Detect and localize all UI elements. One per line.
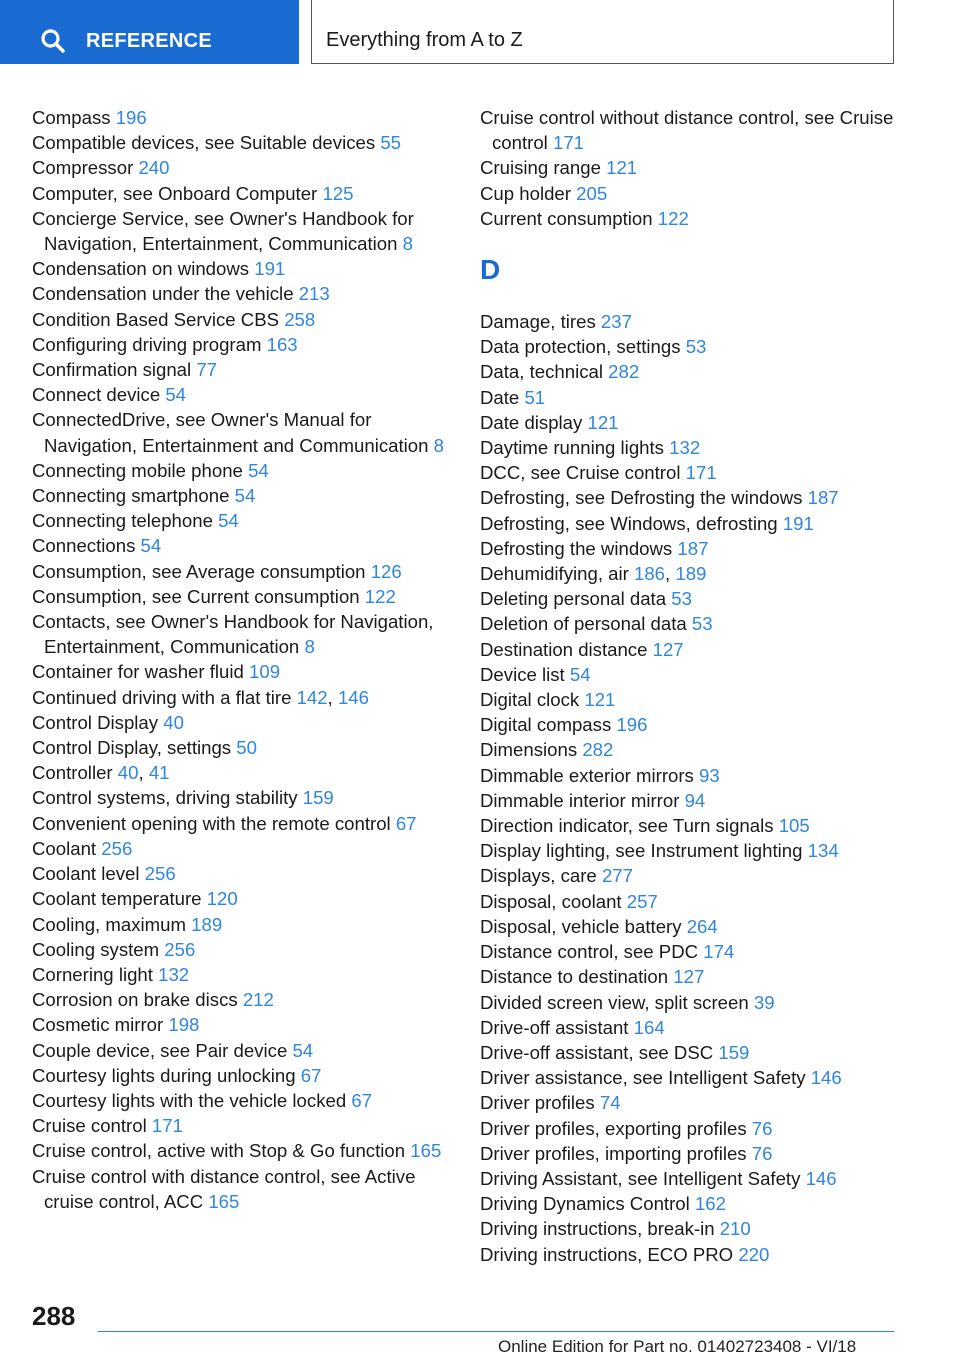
index-entry	[480, 1216, 920, 1241]
index-entry-term: Corrosion on brake discs	[32, 989, 238, 1011]
index-entry-term: Digital compass	[480, 714, 612, 736]
index-entry	[480, 838, 920, 863]
index-entry	[480, 359, 920, 384]
index-entry	[480, 863, 920, 888]
page-title: Everything from A to Z	[326, 29, 523, 51]
page-link[interactable]: 127	[652, 638, 684, 660]
index-entry-term: Device list	[480, 663, 565, 685]
page-link[interactable]: 122	[657, 207, 689, 229]
index-entry	[32, 458, 452, 483]
index-entry-term: Defrosting, see Defrosting the windows	[480, 487, 803, 509]
index-entry-term: Direction indicator, see Turn signals	[480, 815, 774, 837]
index-entry	[32, 811, 452, 836]
index-entry-term: Couple device, see Pair device	[32, 1039, 288, 1061]
index-entry-term: Disposal, vehicle battery	[480, 915, 682, 937]
index-entry	[480, 1090, 920, 1115]
page-link[interactable]: 277	[601, 865, 633, 887]
index-entry-term: Container for washer fluid	[32, 661, 244, 683]
page-link[interactable]: 256	[164, 938, 196, 960]
page-link[interactable]: 67	[351, 1089, 373, 1111]
index-entry	[32, 155, 452, 180]
page-link[interactable]: 120	[206, 888, 238, 910]
page-link[interactable]: 121	[606, 157, 638, 179]
page-link[interactable]: 171	[552, 132, 585, 154]
index-entry	[32, 483, 452, 508]
index-entry	[32, 206, 452, 256]
index-entry-term: Divided screen view, split screen	[480, 991, 749, 1013]
page-link[interactable]: 163	[266, 333, 298, 355]
page-link[interactable]: 67	[395, 812, 417, 834]
index-entry	[480, 511, 920, 536]
index-entry-term: Driver profiles, exporting profiles	[480, 1117, 747, 1139]
index-entry-term: Driving Assistant, see Intelligent Safety	[480, 1167, 801, 1189]
index-entry	[32, 937, 452, 962]
index-entry	[32, 181, 452, 206]
index-entry-term: Compass	[32, 107, 111, 128]
page-link[interactable]: 191	[254, 258, 286, 280]
index-entry	[32, 281, 452, 306]
index-entry-term: Cooling system	[32, 938, 160, 960]
index-entry-term: Contacts, see Owner's Handbook for Navigation, Entertainment, Communication	[32, 611, 434, 658]
index-entry-term: Dehumidifying, air	[480, 563, 629, 585]
index-entry	[480, 105, 920, 155]
page-link[interactable]: 159	[718, 1041, 750, 1063]
index-group-d	[480, 309, 920, 1267]
index-entry-term: Driving instructions, ECO PRO	[480, 1243, 734, 1265]
index-entry-term: Connecting telephone	[32, 510, 213, 532]
page-link[interactable]: 54	[569, 663, 591, 685]
page-link[interactable]: 191	[782, 512, 814, 534]
index-entry-term: Condensation under the vehicle	[32, 283, 294, 305]
page-link[interactable]: 55	[380, 132, 401, 154]
index-entry-term: Damage, tires	[480, 311, 596, 333]
index-entry-term: Driving Dynamics Control	[480, 1193, 690, 1215]
page-link[interactable]: 93	[699, 764, 720, 786]
index-entry	[480, 181, 920, 206]
page-link[interactable]: 40	[117, 762, 139, 784]
page-link[interactable]: 76	[751, 1142, 773, 1164]
index-entry-term: Deletion of personal data	[480, 613, 687, 635]
index-entry	[480, 611, 920, 636]
index-entry	[480, 485, 920, 510]
index-column-right	[480, 105, 920, 1267]
index-entry	[480, 1015, 920, 1040]
page-link[interactable]: 164	[633, 1016, 665, 1038]
page-link[interactable]: 77	[196, 359, 218, 381]
index-entry-term: Date	[480, 386, 520, 408]
index-entry-term: Compatible devices, see Suitable devices	[32, 132, 376, 154]
search-icon	[40, 28, 66, 54]
page-link[interactable]: 8	[304, 636, 315, 658]
page-link[interactable]: 189	[675, 563, 707, 585]
page-link[interactable]: 171	[151, 1115, 183, 1137]
index-entry-term: Cruise control without distance control, see Cruise control	[480, 107, 894, 154]
section-letter: D	[480, 254, 501, 286]
index-entry-term: Concierge Service, see Owner's Handbook for Navigation, Entertainment, Communication	[32, 207, 414, 255]
index-entry	[32, 710, 452, 735]
index-entry-term: ConnectedDrive, see Owner's Manual for Navigation, Entertainment and Communication	[32, 409, 429, 456]
index-entry-term: Connect device	[32, 384, 161, 406]
page-link[interactable]: 165	[208, 1190, 240, 1212]
index-entry	[480, 334, 920, 359]
index-entry	[480, 1065, 920, 1090]
index-entry-term: Courtesy lights with the vehicle locked	[32, 1089, 347, 1111]
page-link[interactable]: 198	[168, 1014, 200, 1036]
index-entry-term: Daytime running lights	[480, 437, 664, 459]
page-link[interactable]: 39	[753, 991, 775, 1013]
page-link[interactable]: 8	[402, 233, 413, 255]
index-entry	[480, 385, 920, 410]
index-entry-term: Continued driving with a flat tire	[32, 686, 292, 708]
index-entry-term: Convenient opening with the remote control	[32, 812, 391, 834]
footer-divider	[98, 1331, 894, 1332]
page-link[interactable]: 146	[337, 686, 369, 708]
index-entry	[480, 889, 920, 914]
index-entry-term: Data, technical	[480, 361, 603, 383]
index-entry	[32, 382, 452, 407]
index-entry-term: Compressor	[32, 157, 134, 179]
page-link[interactable]: 53	[691, 613, 713, 635]
page-link[interactable]: 256	[101, 837, 133, 859]
page-link[interactable]: 53	[685, 336, 707, 358]
index-entry-term: Cosmetic mirror	[32, 1014, 164, 1036]
index-entry-term: Distance to destination	[480, 966, 669, 988]
index-entry	[480, 990, 920, 1015]
index-entry-term: Drive-off assistant, see DSC	[480, 1041, 714, 1063]
index-entry	[480, 662, 920, 687]
index-entry	[32, 1038, 452, 1063]
index-entry	[32, 357, 452, 382]
index-entry	[480, 435, 920, 460]
index-entry-term: Cruising range	[480, 157, 601, 179]
index-entry	[480, 1116, 920, 1141]
index-entry-term: Display lighting, see Instrument lighting	[480, 840, 803, 862]
index-entry-term: Condensation on windows	[32, 258, 250, 280]
index-entry-term: Control systems, driving stability	[32, 787, 298, 809]
index-entry	[480, 536, 920, 561]
page-link[interactable]: 134	[807, 840, 839, 862]
index-entry	[480, 737, 920, 762]
page-link[interactable]: 237	[600, 311, 632, 333]
index-entry-term: Cooling, maximum	[32, 913, 186, 935]
index-entry	[480, 687, 920, 712]
index-entry-term: Disposal, coolant	[480, 890, 622, 912]
index-entry	[480, 1191, 920, 1216]
index-entry	[32, 1088, 452, 1113]
page-link[interactable]: 121	[587, 411, 619, 433]
page-number: 288	[32, 1301, 76, 1331]
index-entry-term: Control Display	[32, 711, 159, 733]
index-entry-term: Controller	[32, 762, 113, 784]
index-entry	[480, 1242, 920, 1267]
page-link[interactable]: 205	[576, 182, 608, 204]
page-link[interactable]: 132	[669, 437, 701, 459]
page-link[interactable]: 41	[148, 762, 170, 784]
index-entry-term: Dimmable interior mirror	[480, 789, 680, 811]
page-link[interactable]: 67	[300, 1064, 322, 1086]
index-entry-term: Control Display, settings	[32, 737, 232, 759]
page-link[interactable]: 256	[144, 863, 176, 885]
index-entry-term: Consumption, see Average consumption	[32, 560, 366, 582]
index-entry	[32, 987, 452, 1012]
page-link[interactable]: 54	[165, 384, 187, 406]
index-entry-term: Data protection, settings	[480, 336, 681, 358]
index-entry	[32, 1063, 452, 1088]
page-link[interactable]: 159	[302, 787, 334, 809]
reference-tab[interactable]	[0, 0, 299, 64]
index-entry-term: Destination distance	[480, 638, 648, 660]
page-link[interactable]: 162	[694, 1193, 726, 1215]
index-entry-term: Confirmation signal	[32, 359, 192, 381]
index-entry: Continued driving with a flat tire 142, 146	[32, 686, 369, 708]
index-entry-term: Driver profiles, importing profiles	[480, 1142, 747, 1164]
index-entry-term: Cornering light	[32, 963, 153, 985]
page-link[interactable]: 54	[218, 510, 239, 532]
page-link[interactable]: 74	[599, 1092, 621, 1114]
page-link[interactable]: 51	[524, 386, 546, 408]
page-link[interactable]: 125	[322, 182, 354, 204]
page-link[interactable]: 240	[138, 157, 170, 179]
page-link[interactable]: 189	[191, 913, 223, 935]
index-entry-term: Defrosting the windows	[480, 537, 673, 559]
index-entry-term: Computer, see Onboard Computer	[32, 182, 318, 204]
index-entry-term: Drive-off assistant	[480, 1016, 629, 1038]
reference-tab-label: REFERENCE	[86, 30, 213, 52]
index-entry	[480, 712, 920, 737]
index-entry-term: Consumption, see Current consumption	[32, 585, 360, 607]
index-entry-term: Driver profiles	[480, 1092, 595, 1114]
section-title-tab	[311, 0, 894, 64]
index-entry-term: Courtesy lights during unlocking	[32, 1064, 296, 1086]
index-entry	[32, 1113, 452, 1138]
index-entry-term: DCC, see Cruise control	[480, 462, 681, 484]
index-entry-term: Dimmable exterior mirrors	[480, 764, 694, 786]
page-link[interactable]: 109	[249, 661, 281, 683]
index-entry	[32, 785, 452, 810]
page-link[interactable]: 196	[616, 714, 648, 736]
index-column-left	[32, 105, 452, 1214]
index-entry-term: Deleting personal data	[480, 588, 667, 610]
index-entry-term: Cruise control, active with Stop & Go function	[32, 1140, 406, 1162]
index-entry	[480, 939, 920, 964]
page-link[interactable]: 196	[115, 107, 147, 128]
page-link[interactable]: 54	[292, 1039, 314, 1061]
page-link[interactable]: 213	[298, 283, 330, 305]
index-entry-term: Driver assistance, see Intelligent Safety	[480, 1067, 806, 1089]
page-link[interactable]: 187	[807, 487, 839, 509]
page-link[interactable]: 132	[158, 963, 190, 985]
index-entry-term: Cruise control	[32, 1115, 147, 1137]
index-entry-term: Connecting mobile phone	[32, 459, 243, 481]
index-entry	[32, 962, 452, 987]
page-link[interactable]: 121	[584, 689, 616, 711]
index-entry	[32, 735, 452, 760]
index-entry-term: Connections	[32, 535, 136, 557]
footer-edition: Online Edition for Part no. 01402723408 - VI/18	[498, 1337, 857, 1356]
index-entry	[480, 637, 920, 662]
index-entry	[32, 130, 452, 155]
page-link[interactable]: 54	[234, 485, 256, 507]
index-entry	[480, 586, 920, 611]
index-entry-term: Distance control, see PDC	[480, 941, 699, 963]
index-entry	[32, 559, 452, 584]
page-link[interactable]: 54	[248, 459, 269, 481]
index-entry	[32, 407, 452, 457]
index-entry	[480, 206, 920, 231]
index-entry	[32, 332, 452, 357]
page-link[interactable]: 282	[582, 739, 614, 761]
page-link[interactable]: 186	[634, 563, 666, 585]
page-link[interactable]: 174	[703, 941, 735, 963]
page-link[interactable]: 212	[242, 989, 274, 1011]
page-link[interactable]: 210	[719, 1218, 751, 1240]
index-entry-term: Configuring driving program	[32, 333, 262, 355]
page-link[interactable]: 53	[671, 588, 692, 610]
index-entry	[32, 861, 452, 886]
index-entry	[32, 1138, 452, 1163]
index-entry	[480, 788, 920, 813]
page-link[interactable]: 258	[284, 308, 316, 330]
index-entry	[480, 763, 920, 788]
index-entry: Controller 40, 41	[32, 762, 170, 784]
page-link[interactable]: 122	[364, 585, 396, 607]
page-link[interactable]: 142	[296, 686, 328, 708]
index-entry-term: Digital clock	[480, 689, 580, 711]
index-entry-term: Current consumption	[480, 207, 653, 229]
page-link[interactable]: 126	[370, 560, 402, 582]
page-link[interactable]: 257	[626, 890, 658, 912]
index-entry-term: Dimensions	[480, 739, 578, 761]
index-entry	[32, 836, 452, 861]
index-entry	[480, 1141, 920, 1166]
index-entry-term: Coolant	[32, 837, 97, 859]
index-entry	[480, 1166, 920, 1191]
index-entry	[32, 584, 452, 609]
index-entry	[480, 964, 920, 989]
index-entry	[32, 659, 452, 684]
index-entry	[32, 307, 452, 332]
page-link[interactable]: 127	[673, 966, 705, 988]
index-entry	[480, 914, 920, 939]
index-entry	[32, 508, 452, 533]
page-link[interactable]: 94	[684, 789, 706, 811]
page-link[interactable]: 8	[433, 434, 444, 456]
index-entry	[480, 155, 920, 180]
page-link[interactable]: 146	[805, 1167, 837, 1189]
index-entry	[32, 1012, 452, 1037]
index-group-c	[480, 105, 920, 231]
index-entry	[32, 256, 452, 281]
page-link[interactable]: 50	[236, 737, 257, 759]
page-link[interactable]: 40	[163, 711, 184, 733]
index-entry-term: Defrosting, see Windows, defrosting	[480, 512, 778, 534]
index-entry	[32, 609, 452, 659]
page-link[interactable]: 171	[685, 462, 717, 484]
page-link[interactable]: 146	[810, 1067, 842, 1089]
index-entry-term: Coolant level	[32, 863, 140, 885]
page-link[interactable]: 76	[751, 1117, 773, 1139]
index-entry	[32, 912, 452, 937]
index-entry	[480, 460, 920, 485]
index-entry	[32, 886, 452, 911]
page-link[interactable]: 187	[677, 537, 709, 559]
page-link[interactable]: 282	[608, 361, 640, 383]
index-entry-term: Date display	[480, 411, 583, 433]
page-link[interactable]: 220	[738, 1243, 770, 1265]
index-entry	[480, 309, 920, 334]
index-entry	[32, 533, 452, 558]
index-entry-term: Coolant temperature	[32, 888, 202, 910]
index-entry	[480, 813, 920, 838]
index-entry-term: Cruise control with distance control, see Active cruise control, ACC	[32, 1165, 416, 1212]
index-entry-term: Cup holder	[480, 182, 571, 204]
index-entry-term: Driving instructions, break-in	[480, 1218, 715, 1240]
page-link[interactable]: 105	[778, 815, 810, 837]
index-entry	[32, 1164, 452, 1214]
index-entry-term: Condition Based Service CBS	[32, 308, 280, 330]
page-link[interactable]: 54	[140, 535, 162, 557]
index-entry	[480, 1040, 920, 1065]
page-link[interactable]: 165	[410, 1140, 442, 1162]
page-link[interactable]: 264	[686, 915, 718, 937]
index-entry	[32, 105, 452, 130]
index-entry: Dehumidifying, air 186, 189	[480, 563, 707, 585]
index-entry-term: Displays, care	[480, 865, 597, 887]
index-entry-term: Connecting smartphone	[32, 485, 230, 507]
index-entry	[480, 410, 920, 435]
